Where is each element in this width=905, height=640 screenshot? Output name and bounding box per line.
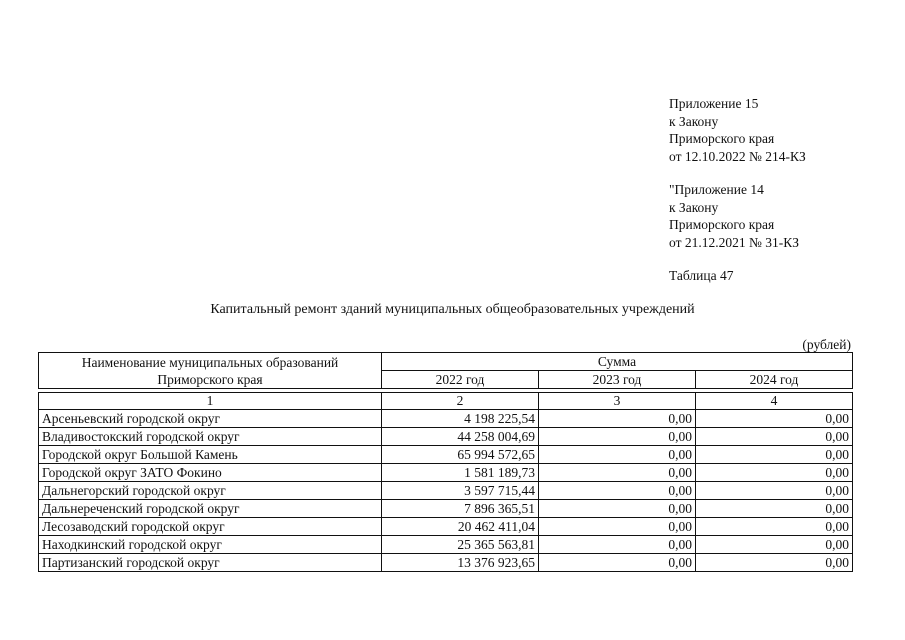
table-row xyxy=(39,410,853,428)
amount-2023-cell: 0,00 xyxy=(539,518,696,536)
amount-2022-cell: 4 198 225,54 xyxy=(382,410,539,428)
amount-2022-cell: 3 597 715,44 xyxy=(382,482,539,500)
funding-table xyxy=(38,352,853,572)
amount-2022-cell: 65 994 572,65 xyxy=(382,446,539,464)
table-row xyxy=(39,554,853,572)
amount-2024-cell: 0,00 xyxy=(696,500,853,518)
amount-2023-cell: 0,00 xyxy=(539,446,696,464)
amount-2022-cell: 7 896 365,51 xyxy=(382,500,539,518)
municipality-cell: Партизанский городской округ xyxy=(39,554,382,572)
amount-2024-cell: 0,00 xyxy=(696,446,853,464)
table-row xyxy=(39,446,853,464)
municipality-cell: Городской округ Большой Камень xyxy=(39,446,382,464)
amount-2022-cell: 13 376 923,65 xyxy=(382,554,539,572)
amount-2024-cell: 0,00 xyxy=(696,410,853,428)
amount-2023-cell: 0,00 xyxy=(539,428,696,446)
amount-2024-cell: 0,00 xyxy=(696,536,853,554)
amount-2023-cell: 0,00 xyxy=(539,464,696,482)
municipality-cell: Владивостокский городской округ xyxy=(39,428,382,446)
amount-2023-cell: 0,00 xyxy=(539,536,696,554)
appendix-current-law-reference xyxy=(669,95,806,165)
column-number: 4 xyxy=(696,393,853,410)
table-row xyxy=(39,428,853,446)
appendix-line: от 12.10.2022 № 214-КЗ xyxy=(669,148,806,164)
amount-2023-cell: 0,00 xyxy=(539,482,696,500)
table-row xyxy=(39,500,853,518)
amount-2024-cell: 0,00 xyxy=(696,554,853,572)
appendix-line: к Закону xyxy=(669,113,719,129)
amount-2022-cell: 44 258 004,69 xyxy=(382,428,539,446)
municipality-cell: Арсеньевский городской округ xyxy=(39,410,382,428)
amount-2022-cell: 1 581 189,73 xyxy=(382,464,539,482)
document-title: Капитальный ремонт зданий муниципальных общеобразовательных учреждений xyxy=(210,302,695,317)
column-number-row xyxy=(39,393,853,410)
header-year-2022: 2022 год xyxy=(382,371,539,389)
table-body xyxy=(39,393,853,572)
municipality-cell: Лесозаводский городской округ xyxy=(39,518,382,536)
unit-label: (рублей) xyxy=(802,337,851,352)
amount-2024-cell: 0,00 xyxy=(696,482,853,500)
appendix-previous-law-reference xyxy=(669,181,799,251)
header-year-2023: 2023 год xyxy=(539,371,696,389)
table-row xyxy=(39,464,853,482)
appendix-line: от 21.12.2021 № 31-КЗ xyxy=(669,234,799,250)
amount-2023-cell: 0,00 xyxy=(539,410,696,428)
amount-2022-cell: 20 462 411,04 xyxy=(382,518,539,536)
table-row xyxy=(39,536,853,554)
municipality-cell: Дальнегорский городской округ xyxy=(39,482,382,500)
appendix-line: Приморского края xyxy=(669,131,775,146)
amount-2023-cell: 0,00 xyxy=(539,554,696,572)
table-row xyxy=(39,518,853,536)
column-number: 2 xyxy=(382,393,539,410)
appendix-line: к Закону xyxy=(669,199,719,215)
header-year-2024: 2024 год xyxy=(696,371,853,389)
municipality-cell: Городской округ ЗАТО Фокино xyxy=(39,464,382,482)
appendix-line: "Приложение 14 xyxy=(669,182,764,197)
amount-2022-cell: 25 365 563,81 xyxy=(382,536,539,554)
amount-2023-cell: 0,00 xyxy=(539,500,696,518)
appendix-line: Приморского края xyxy=(669,217,775,232)
header-sum: Сумма xyxy=(382,353,853,371)
amount-2024-cell: 0,00 xyxy=(696,428,853,446)
table-row xyxy=(39,482,853,500)
header-municipality: Наименование муниципальных образований Приморского края xyxy=(39,353,382,389)
amount-2024-cell: 0,00 xyxy=(696,518,853,536)
column-number: 1 xyxy=(39,393,382,410)
column-number: 3 xyxy=(539,393,696,410)
amount-2024-cell: 0,00 xyxy=(696,464,853,482)
municipality-cell: Находкинский городской округ xyxy=(39,536,382,554)
appendix-line: Приложение 15 xyxy=(669,96,759,111)
table-number: Таблица 47 xyxy=(669,268,734,283)
municipality-cell: Дальнереченский городской округ xyxy=(39,500,382,518)
